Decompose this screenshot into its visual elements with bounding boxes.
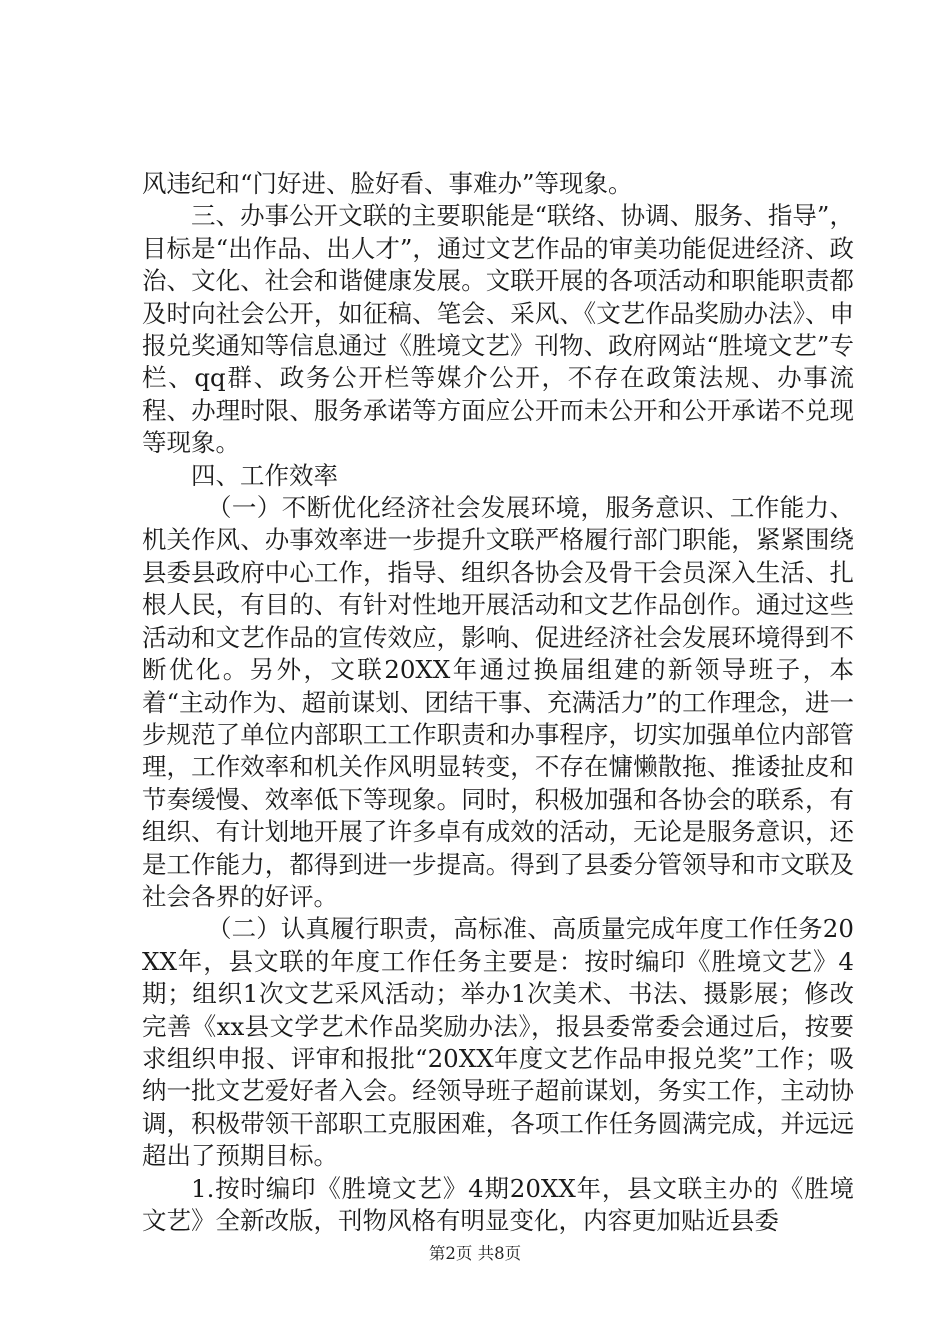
document-body: [142, 168, 854, 1237]
paragraph: 1.按时编印《胜境文艺》4期20XX年，县文联主办的《胜境文艺》全新改版，刊物风格有明显变化，内容更加贴近县委: [142, 1173, 854, 1235]
paragraph: （二）认真履行职责，高标准、高质量完成年度工作任务20XX年，县文联的年度工作任务主要是：按时编印《胜境文艺》4期；组织1次文艺采风活动；举办1次美术、书法、摄影展；修改完善《xx县文学艺术作品奖励办法》，报县委常委会通过后，按要求组织申报、评审和报批“20XX年度文艺作品申报兑奖”工作；吸纳一批文艺爱好者入会。经领导班子超前谋划，务实工作，主动协调，积极带领干部职工克服困难，各项工作任务圆满完成，并远远超出了预期目标。: [142, 914, 854, 1171]
paragraph: 风违纪和“门好进、脸好看、事难办”等现象。: [142, 169, 633, 198]
paragraph: 三、办事公开文联的主要职能是“联络、协调、服务、指导”，目标是“出作品、出人才”，通过文艺作品的审美功能促进经济、政治、文化、社会和谐健康发展。文联开展的各项活动和职能职责都及时向社会公开，如征稿、笔会、采风、《文艺作品奖励办法》、申报兑奖通知等信息通过《胜境文艺》刊物、政府网站“胜境文艺”专栏、qq群、政务公开栏等媒介公开，不存在政策法规、办事流程、办理时限、服务承诺等方面应公开而未公开和公开承诺不兑现等现象。: [142, 201, 854, 458]
paragraph: （一）不断优化经济社会发展环境，服务意识、工作能力、机关作风、办事效率进一步提升文联严格履行部门职能，紧紧围绕县委县政府中心工作，指导、组织各协会及骨干会员深入生活、扎根人民，有目的、有针对性地开展活动和文艺作品创作。通过这些活动和文艺作品的宣传效应，影响、促进经济社会发展环境得到不断优化。另外，文联20XX年通过换届组建的新领导班子，本着“主动作为、超前谋划、团结干事、充满活力”的工作理念，进一步规范了单位内部职工工作职责和办事程序，切实加强单位内部管理，工作效率和机关作风明显转变，不存在慵懒散拖、推诿扯皮和节奏缓慢、效率低下等现象。同时，积极加强和各协会的联系，有组织、有计划地开展了许多卓有成效的活动，无论是服务意识，还是工作能力，都得到进一步提高。得到了县委分管领导和市文联及社会各界的好评。: [142, 493, 854, 911]
section-heading: 四、工作效率: [191, 460, 338, 490]
page-footer: 第2页 共8页: [428, 1244, 522, 1263]
